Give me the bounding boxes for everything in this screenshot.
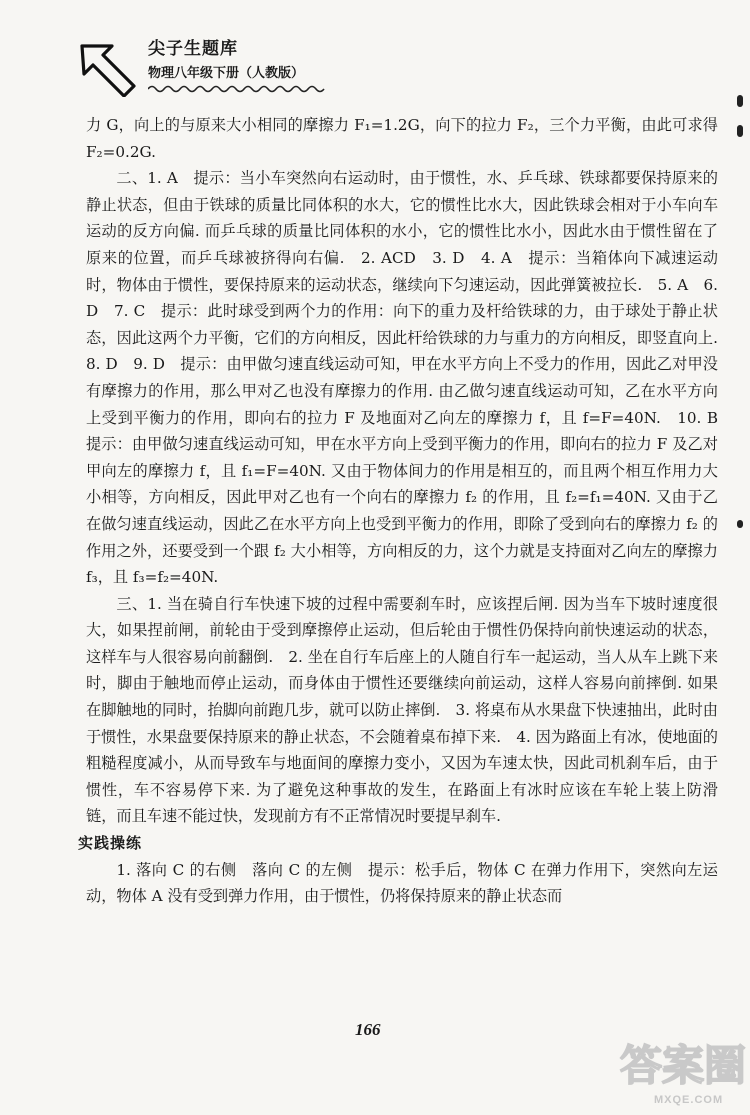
book-series-title: 尖子生题库: [148, 39, 238, 59]
paragraph-section-three: 三、1. 当在骑自行车快速下坡的过程中需要刹车时，应该捏后闸. 因为当车下坡时速度很大，如果捏前闸，前轮由于受到摩擦停止运动，但后轮由于惯性仍保持向前快速运动的状态，这样车与人很容易向前翻倒. 2. 坐在自行车后座上的人随自行车一起运动，当人从车上跳下来时，脚由于触地而停止运动，而身体由于惯性还要继续向前运动，这样人容易向前摔倒. 如果在脚触地的同时，抬脚向前跑几步，就可以防止摔倒. 3. 将桌布从水果盘下快速抽出，此时由于惯性，水果盘要保持原来的静止状态，不会随着桌布掉下来. 4. 因为路面上有冰，使地面的粗糙程度减小，从而导致车与地面间的摩擦力变小，又因为车速太快，因此司机刹车后，由于惯性，车不容易停下来. 为了避免这种事故的发生，在路面上有冰时应该在车轮上装上防滑链，而且车速不能过快，发现前方有不正常情况时要提早刹车.: [86, 594, 718, 826]
watermark-text: 答案圈: [620, 1041, 746, 1090]
book-subtitle: 物理八年级下册（人教版）: [148, 66, 305, 81]
scan-edge-mark: [737, 125, 743, 137]
section-heading-practice: 实践操练: [78, 834, 143, 853]
page-number: 166: [355, 1020, 381, 1039]
watermark-url: MXQE.COM: [654, 1094, 724, 1106]
header-wave-divider: [148, 84, 328, 94]
page-header: [78, 30, 378, 105]
scan-edge-mark: [737, 95, 743, 107]
paragraph-continuation: 力 G，向上的与原来大小相同的摩擦力 F₁=1.2G，向下的拉力 F₂，三个力平衡，由此可求得 F₂=0.2G.: [86, 116, 718, 161]
paragraph-section-two: 二、1. A 提示：当小车突然向右运动时，由于惯性，水、乒乓球、铁球都要保持原来的静止状态，但由于铁球的质量比同体积的水大，它的惯性比水大，因此铁球会相对于小车向车运动的反方向偏. 而乒乓球的质量比同体积的水小，它的惯性比水小，因此水由于惯性留在了原来的位置，而乒乓球被挤得向右偏. 2. ACD 3. D 4. A 提示：当箱体向下减速运动时，物体由于惯性，要保持原来的运动状态，继续向下匀速运动，因此弹簧被拉长. 5. A 6. D 7. C 提示：此时球受到两个力的作用：向下的重力及杆给铁球的力，由于球处于静止状态，因此这两个力平衡，它们的方向相反，因此杆给铁球的力与重力的方向相反，即竖直向上. 8. D 9. D 提示：由甲做匀速直线运动可知，甲在水平方向上不受力的作用，因此乙对甲没有摩擦力的作用，那么甲对乙也没有摩擦力的作用. 由乙做匀速直线运动可知，乙在水平方向上受到平衡力的作用，即向右的拉力 F 及地面对乙向左的摩擦力 f，且 f=F=40N. 10. B 提示：由甲做匀速直线运动可知，甲在水平方向上受到平衡力的作用，即向右的拉力 F 及乙对甲向左的摩擦力 f，且 f₁=F=40N. 又由于物体间力的作用是相互的，而且两个相互作用力大小相等，方向相反，因此甲对乙也有一个向右的摩擦力 f₂ 的作用，且 f₂=f₁=40N. 又由于乙在做匀速直线运动，因此乙在水平方向上也受到平衡力的作用，即除了受到向右的摩擦力 f₂ 的作用之外，还要受到一个跟 f₂ 大小相等，方向相反的力，这个力就是支持面对乙向左的摩擦力 f₃，且 f₃=f₂=40N.: [86, 169, 734, 587]
scan-edge-mark: [737, 520, 743, 528]
answer-content: [78, 112, 734, 910]
paragraph-practice: 1. 落向 C 的右侧 落向 C 的左侧 提示：松手后，物体 C 在弹力作用下，突然向左运动，物体 A 没有受到弹力作用，由于惯性，仍将保持原来的静止状态而: [86, 860, 718, 906]
arrow-logo-icon: [78, 42, 138, 97]
